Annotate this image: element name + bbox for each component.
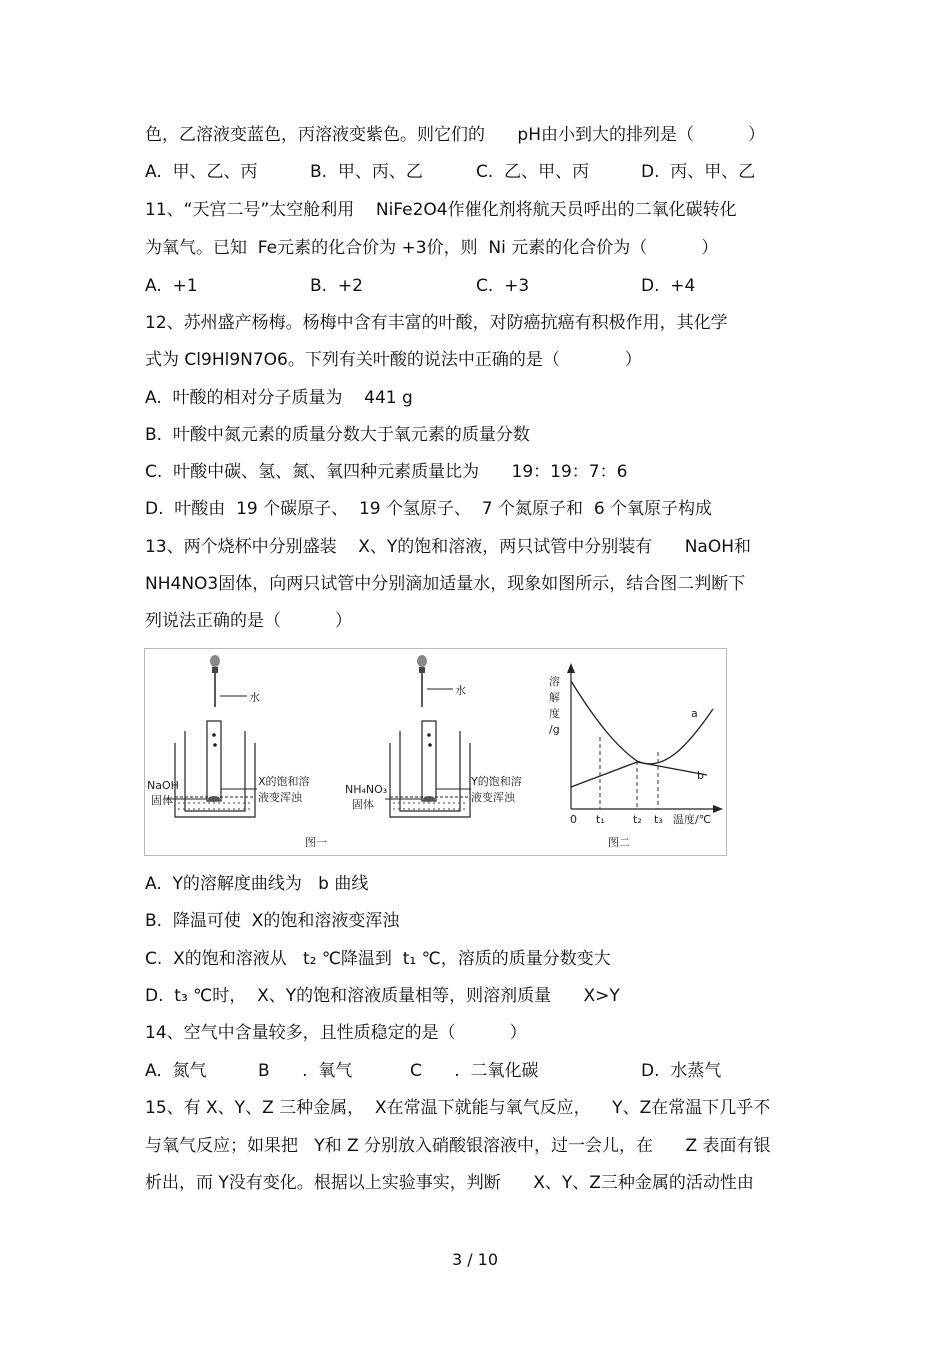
fig2-xlabel: 温度/℃: [673, 813, 712, 826]
fig2-t3-label: t₃: [654, 813, 663, 826]
q14-option-a[interactable]: A. 氮气: [145, 1061, 207, 1081]
q10-option-b[interactable]: B. 甲、丙、乙: [310, 162, 423, 182]
fig1b-water-label: 水: [455, 684, 466, 697]
q13-figure: [144, 648, 727, 856]
fig2-caption: 图二: [608, 836, 630, 849]
q13-option-a[interactable]: A. Y的溶解度曲线为 b 曲线: [145, 874, 369, 894]
q14-options: [0, 1060, 950, 1082]
q14-option-c[interactable]: C . 二氧化碳: [410, 1061, 539, 1081]
fig1-beaker-label-1: X的饱和溶: [258, 775, 310, 788]
fig1b-solid-label-1: NH₄NO₃: [345, 783, 388, 796]
q12-option-d[interactable]: D. 叶酸由 19 个碳原子、 19 个氢原子、 7 个氮原子和 6 个氧原子构成: [145, 499, 713, 519]
fig1-caption: 图一: [305, 836, 327, 849]
fig2-curve-b: [571, 762, 707, 787]
q10-option-a[interactable]: A. 甲、乙、丙: [145, 162, 258, 182]
fig1-beaker-label-2: 液变浑浊: [258, 791, 302, 804]
q11-option-d[interactable]: D. +4: [641, 276, 696, 296]
q15-stem-2: 与氧气反应；如果把 Y和 Z 分别放入硝酸银溶液中，过一会儿，在 Z 表面有银: [145, 1136, 771, 1156]
q13-stem-3: 列说法正确的是（ ）: [145, 611, 353, 631]
fig2-curve-b-label: b: [697, 769, 704, 782]
q10-text-end: 色，乙溶液变蓝色，丙溶液变紫色。则它们的 pH由小到大的排列是（ ）: [145, 125, 766, 145]
fig2-t1-label: t₁: [596, 813, 605, 826]
fig1-beaker: [147, 721, 327, 849]
fig2-y-arrow: [567, 663, 575, 673]
fig2-curve-a: [571, 681, 713, 764]
q10-option-d[interactable]: D. 丙、甲、乙: [641, 162, 756, 182]
fig1b-dropper: [417, 655, 466, 707]
q14-option-d[interactable]: D. 水蒸气: [641, 1061, 722, 1081]
fig2-origin: 0: [570, 813, 577, 826]
q15-stem-1: 15、有 X、Y、Z 三种金属， X在常温下就能与氧气反应， Y、Z在常温下几乎不: [145, 1098, 771, 1118]
q11-options: [0, 275, 950, 297]
q14-stem: 14、空气中含量较多，且性质稳定的是（ ）: [145, 1023, 527, 1043]
q13-option-b[interactable]: B. 降温可使 X的饱和溶液变浑浊: [145, 911, 400, 931]
fig2-ylabel-2: 解: [549, 691, 560, 704]
q11-option-c[interactable]: C. +3: [476, 276, 530, 296]
fig2-t2-label: t₂: [633, 813, 642, 826]
q10-option-c[interactable]: C. 乙、甲、丙: [476, 162, 590, 182]
q13-figure-svg: [145, 649, 726, 855]
fig2-ylabel-4: /g: [549, 723, 560, 736]
fig1b-beaker-label-1: Y的饱和溶: [471, 775, 522, 788]
q11-option-b[interactable]: B. +2: [310, 276, 363, 296]
fig1-water-label: 水: [249, 691, 260, 704]
q12-option-a[interactable]: A. 叶酸的相对分子质量为 441 g: [145, 388, 413, 408]
q10-options: [0, 161, 950, 183]
q13-option-d[interactable]: D. t₃ ℃时， X、Y的饱和溶液质量相等，则溶剂质量 X>Y: [145, 986, 620, 1006]
fig1b-beaker: [345, 721, 522, 817]
page-number: 3 / 10: [451, 1250, 499, 1269]
q11-stem-1: 11、“天宫二号”太空舱利用 NiFe2O4作催化剂将航天员呼出的二氧化碳转化: [145, 200, 737, 220]
fig2-curve-a-label: a: [691, 707, 698, 720]
fig1-dropper: [210, 655, 260, 707]
fig1b-solid-label-2: 固体: [352, 798, 374, 811]
q13-stem-1: 13、两个烧杯中分别盛装 X、Y的饱和溶液，两只试管中分别装有 NaOH和: [145, 537, 751, 557]
fig1b-beaker-label-2: 液变浑浊: [471, 791, 515, 804]
q11-stem-2: 为氧气。已知 Fe元素的化合价为 +3价，则 Ni 元素的化合价为（ ）: [145, 238, 719, 258]
fig2-ylabel-1: 溶: [549, 675, 560, 688]
q12-option-c[interactable]: C. 叶酸中碳、氢、氮、氧四种元素质量比为 19：19：7：6: [145, 462, 628, 482]
q13-option-c[interactable]: C. X的饱和溶液从 t₂ ℃降温到 t₁ ℃，溶质的质量分数变大: [145, 949, 611, 969]
q14-option-b[interactable]: B . 氧气: [258, 1061, 353, 1081]
q12-option-b[interactable]: B. 叶酸中氮元素的质量分数大于氧元素的质量分数: [145, 425, 530, 445]
q13-stem-2: NH4NO3固体，向两只试管中分别滴加适量水，现象如图所示，结合图二判断下: [145, 574, 746, 594]
q15-stem-3: 析出，而 Y没有变化。根据以上实验事实，判断 X、Y、Z三种金属的活动性由: [145, 1173, 754, 1193]
fig1-solid-label-2: 固体: [151, 794, 173, 807]
q12-stem-2: 式为 Cl9Hl9N7O6。下列有关叶酸的说法中正确的是（ ）: [145, 350, 642, 370]
fig2-solubility-chart: [549, 663, 723, 849]
fig2-x-arrow: [713, 805, 723, 813]
q11-option-a[interactable]: A. +1: [145, 276, 198, 296]
q12-stem-1: 12、苏州盛产杨梅。杨梅中含有丰富的叶酸，对防癌抗癌有积极作用，其化学: [145, 313, 728, 333]
fig2-ylabel-3: 度: [549, 707, 560, 720]
fig1-solid-label-1: NaOH: [147, 779, 179, 792]
